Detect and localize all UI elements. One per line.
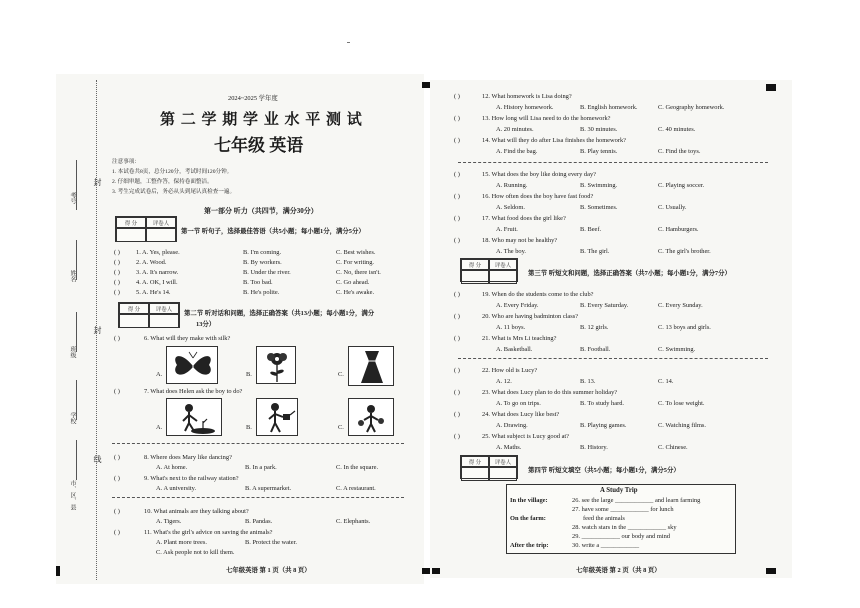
score-cell[interactable] — [116, 228, 146, 242]
answer-bracket[interactable]: ( ) — [454, 193, 460, 200]
option-b: B. He's polite. — [243, 289, 280, 296]
question-5 — [114, 290, 414, 300]
seal-char: 封 — [93, 326, 102, 334]
trip-after-label: After the trip: — [510, 542, 549, 549]
question-text: 21. What is Mrs Li teaching? — [482, 335, 557, 342]
q9-option-c: C. A restaurant. — [336, 485, 376, 492]
q8-bracket[interactable]: ( ) — [114, 454, 120, 461]
score-label: 得 分 — [461, 259, 489, 270]
question-text: 22. How old is Lucy? — [482, 367, 538, 374]
option-b: B. 13. — [580, 378, 596, 385]
q1-5-block — [114, 250, 414, 300]
option-a: A. Drawing. — [496, 422, 528, 429]
answer-bracket[interactable]: ( ) — [454, 215, 460, 222]
q9-text: 9. What's next to the railway station? — [144, 475, 239, 482]
boy-picking-flowers-icon — [349, 399, 395, 437]
option-b: B. 30 minutes. — [580, 126, 618, 133]
q10-text: 10. What animals are they talking about? — [144, 508, 249, 515]
option-c: C. Go ahead. — [336, 279, 370, 286]
q6-option-b: B. — [246, 371, 252, 378]
divider — [112, 497, 404, 501]
option-b: B. Sometimes. — [580, 204, 618, 211]
answer-bracket[interactable]: ( ) — [454, 367, 460, 374]
exam-subtitle: 七年级 英语 — [214, 136, 304, 155]
option-a: A. Seldom. — [496, 204, 525, 211]
trip-village-label: In the village: — [510, 497, 548, 504]
option-b: B. Football. — [580, 346, 611, 353]
option-b: B. The girl. — [580, 248, 610, 255]
option-a: 3. A. It's narrow. — [136, 269, 179, 276]
q6-text: 6. What will they make with silk? — [144, 335, 231, 342]
question-text: 16. How often does the boy have fast food? — [482, 193, 594, 200]
answer-bracket[interactable]: ( ) — [114, 289, 120, 296]
option-c: C. 40 minutes. — [658, 126, 696, 133]
scan-speck — [347, 42, 350, 43]
q11-option-b: B. Protect the water. — [245, 539, 297, 546]
registration-mark — [56, 566, 60, 576]
school-underline — [76, 380, 77, 420]
option-c: C. Usually. — [658, 204, 687, 211]
question-18 — [454, 238, 774, 260]
marker-cell[interactable] — [489, 467, 517, 481]
answer-bracket[interactable]: ( ) — [454, 93, 460, 100]
q7-text: 7. What does Helen ask the boy to do? — [144, 388, 243, 395]
q7-picture-a[interactable] — [166, 398, 222, 436]
exam-no-underline — [76, 160, 77, 210]
q6-option-a: A. — [156, 371, 163, 378]
q22-25-block — [454, 368, 774, 456]
boy-watering-icon — [257, 399, 299, 437]
option-c: C. Geography homework. — [658, 104, 725, 111]
score-cell[interactable] — [461, 270, 489, 284]
question-19 — [454, 292, 774, 314]
option-b: B. Play tennis. — [580, 148, 618, 155]
q8-option-b: B. In a park. — [245, 464, 277, 471]
question-23 — [454, 390, 774, 412]
boy-planting-icon — [167, 399, 223, 437]
notice-item-3: 3. 考生完成试卷后，务必从头到尾认真检查一遍。 — [112, 189, 236, 195]
option-c: C. 14. — [658, 378, 674, 385]
option-c: C. He's awake. — [336, 289, 375, 296]
option-c: C. Find the toys. — [658, 148, 701, 155]
county-underline — [76, 440, 77, 480]
question-text: 17. What food does the girl like? — [482, 215, 566, 222]
trip-farm-label: On the farm: — [510, 515, 546, 522]
q6-bracket[interactable]: ( ) — [114, 335, 120, 342]
answer-bracket[interactable]: ( ) — [454, 389, 460, 396]
page-footer-left: 七年级英语 第 1 页（共 8 页） — [226, 567, 311, 574]
option-b: B. History. — [580, 444, 608, 451]
question-17 — [454, 216, 774, 238]
option-c: C. Hamburgers. — [658, 226, 699, 233]
question-text: 15. What does the boy like doing every day? — [482, 171, 596, 178]
answer-bracket[interactable]: ( ) — [114, 249, 120, 256]
option-c: C. Chinese. — [658, 444, 688, 451]
trip-line-28: 28. watch stars in the ____________ sky — [572, 524, 677, 531]
option-a: A. 20 minutes. — [496, 126, 534, 133]
question-16 — [454, 194, 774, 216]
q6-picture-b[interactable] — [256, 346, 296, 384]
option-a: A. Maths. — [496, 444, 522, 451]
flower-icon — [257, 347, 297, 385]
question-14 — [454, 138, 774, 160]
option-b: B. I'm coming. — [243, 249, 282, 256]
exam-title: 第 二 学 期 学 业 水 平 测 试 — [160, 112, 363, 128]
question-text: 23. What does Lucy plan to do this summer holiday? — [482, 389, 618, 396]
class-label: 班级 — [69, 346, 75, 358]
q8-option-c: C. In the square. — [336, 464, 379, 471]
score-box-3 — [460, 258, 518, 282]
q10-option-c: C. Elephants. — [336, 518, 371, 525]
score-box-4 — [460, 455, 518, 479]
question-text: 19. When do the students come to the club? — [482, 291, 594, 298]
option-a: A. The boy. — [496, 248, 526, 255]
q6-picture-c[interactable] — [348, 346, 394, 386]
question-13 — [454, 116, 774, 138]
score-cell[interactable] — [461, 467, 489, 481]
divider — [458, 162, 768, 166]
question-15 — [454, 172, 774, 194]
option-a: 1. A. Yes, please. — [136, 249, 180, 256]
option-b: B. Every Saturday. — [580, 302, 629, 309]
answer-bracket[interactable]: ( ) — [454, 137, 460, 144]
part1-heading: 第一部分 听力（共四节，满分30分） — [204, 207, 318, 215]
option-b: B. 12 girls. — [580, 324, 609, 331]
question-text: 24. What does Lucy like best? — [482, 411, 560, 418]
option-b: B. To study hard. — [580, 400, 624, 407]
option-a: A. 12. — [496, 378, 512, 385]
marker-cell[interactable] — [149, 314, 179, 328]
notice-item-2: 2. 仔细审题，工整作答，保持卷面整洁。 — [112, 179, 213, 185]
option-a: A. 11 boys. — [496, 324, 526, 331]
option-a: A. To go on trips. — [496, 400, 541, 407]
line-char: 线 — [93, 455, 102, 463]
option-b: B. By workers. — [243, 259, 282, 266]
question-text: 13. How long will Lisa need to do the homework? — [482, 115, 611, 122]
answer-bracket[interactable]: ( ) — [454, 115, 460, 122]
q11-option-c: C. Ask people not to kill them. — [156, 549, 235, 556]
option-a: 5. A. He's 14. — [136, 289, 171, 296]
q7-option-c: C. — [338, 424, 344, 431]
answer-bracket[interactable]: ( ) — [454, 433, 460, 440]
q11-bracket[interactable]: ( ) — [114, 529, 120, 536]
dress-icon — [349, 347, 395, 387]
q11-text: 11. What's the girl's advice on saving the animals? — [144, 529, 273, 536]
option-c: C. To lose weight. — [658, 400, 705, 407]
county-label: 市、区、县 — [69, 480, 75, 510]
q9-option-b: B. A supermarket. — [245, 485, 292, 492]
option-a: A. Every Friday. — [496, 302, 539, 309]
answer-bracket[interactable]: ( ) — [114, 279, 120, 286]
answer-bracket[interactable]: ( ) — [454, 171, 460, 178]
section4-heading: 第四节 听短文填空（共5小题；每小题1分，满分5分） — [528, 467, 680, 474]
question-text: 18. Who may not be healthy? — [482, 237, 558, 244]
section2-heading-cont: 13分） — [196, 321, 216, 328]
school-year: 2024~2025 学年度 — [228, 95, 278, 102]
question-text: 12. What homework is Lisa doing? — [482, 93, 572, 100]
q6-option-c: C. — [338, 371, 344, 378]
option-c: C. For writing. — [336, 259, 374, 266]
registration-mark — [422, 82, 430, 88]
section2-heading: 第二节 听对话和问题，选择正确答案（共13小题；每小题1分，满分 — [184, 310, 375, 317]
q7-option-b: B. — [246, 424, 252, 431]
q11-option-a: A. Plant more trees. — [156, 539, 207, 546]
q7-bracket[interactable]: ( ) — [114, 388, 120, 395]
q10-option-b: B. Pandas. — [245, 518, 273, 525]
option-c: C. Watching films. — [658, 422, 707, 429]
score-box-1 — [115, 216, 177, 242]
q8-text: 8. Where does Mary like dancing? — [144, 454, 232, 461]
q19-21-block — [454, 292, 774, 358]
q12-14-block — [454, 94, 774, 160]
q15-18-block — [454, 172, 774, 260]
notice-heading: 注意事项： — [112, 159, 140, 165]
option-c: C. Best wishes. — [336, 249, 376, 256]
q9-bracket[interactable]: ( ) — [114, 475, 120, 482]
option-b: B. Playing games. — [580, 422, 627, 429]
score-box-2 — [118, 302, 180, 328]
option-b: B. English homework. — [580, 104, 638, 111]
option-b: B. Too bad. — [243, 279, 273, 286]
q9-option-a: A. A university. — [156, 485, 197, 492]
section3-heading: 第三节 听短文和问题，选择正确答案（共7小题；每小题1分，满分7分） — [528, 270, 731, 277]
answer-bracket[interactable]: ( ) — [454, 291, 460, 298]
question-21 — [454, 336, 774, 358]
question-text: 14. What will they do after Lisa finishes the homework? — [482, 137, 626, 144]
question-25 — [454, 434, 774, 456]
class-underline — [76, 312, 77, 352]
option-b: B. Beef. — [580, 226, 602, 233]
option-a: 2. A. Wood. — [136, 259, 167, 266]
option-b: B. Swimming. — [580, 182, 618, 189]
option-c: C. The girl's brother. — [658, 248, 711, 255]
question-20 — [454, 314, 774, 336]
answer-bracket[interactable]: ( ) — [114, 259, 120, 266]
exam-no-label: 考号 — [69, 192, 75, 204]
marker-label: 评卷人 — [146, 217, 176, 228]
option-a: A. Fruit. — [496, 226, 518, 233]
marker-cell[interactable] — [489, 270, 517, 284]
marker-label: 评卷人 — [149, 303, 179, 314]
name-underline — [76, 240, 77, 280]
option-a: A. History homework. — [496, 104, 554, 111]
option-c: C. Playing soccer. — [658, 182, 705, 189]
option-c: C. 13 boys and girls. — [658, 324, 711, 331]
answer-bracket[interactable]: ( ) — [454, 335, 460, 342]
q10-option-a: A. Tigers. — [156, 518, 182, 525]
trip-line-27b: feed the animals — [583, 515, 625, 522]
trip-line-29: 29. ____________ our body and mind — [572, 533, 670, 540]
notice-item-1: 1. 本试卷共8页，总分120分，考试时间120分钟。 — [112, 169, 233, 175]
q8-option-a: A. At home. — [156, 464, 188, 471]
option-a: 4. A. OK, I will. — [136, 279, 178, 286]
marker-label: 评卷人 — [489, 259, 517, 270]
divider — [112, 443, 404, 447]
registration-mark — [422, 568, 430, 574]
q10-bracket[interactable]: ( ) — [114, 508, 120, 515]
option-b: B. Under the river. — [243, 269, 291, 276]
score-label: 得 分 — [461, 456, 489, 467]
q7-picture-b[interactable] — [256, 398, 298, 436]
seal-char-top: 封 — [93, 178, 102, 186]
option-a: A. Find the bag. — [496, 148, 538, 155]
divider — [458, 358, 768, 362]
answer-bracket[interactable]: ( ) — [114, 269, 120, 276]
page-footer-right: 七年级英语 第 2 页（共 8 页） — [576, 567, 661, 574]
option-c: C. Swimming. — [658, 346, 696, 353]
registration-mark — [766, 568, 776, 574]
question-text: 20. Who are having badminton class? — [482, 313, 579, 320]
answer-bracket[interactable]: ( ) — [454, 411, 460, 418]
marker-label: 评卷人 — [489, 456, 517, 467]
trip-line-26: 26. see the large ____________ and learn farming — [572, 497, 701, 504]
option-a: A. Basketball. — [496, 346, 533, 353]
trip-line-30: 30. write a ____________ — [572, 542, 640, 549]
trip-line-27: 27. have some ____________ for lunch — [572, 506, 674, 513]
option-a: A. Running. — [496, 182, 528, 189]
q7-option-a: A. — [156, 424, 163, 431]
question-24 — [454, 412, 774, 434]
score-label: 得 分 — [116, 217, 146, 228]
answer-bracket[interactable]: ( ) — [454, 237, 460, 244]
question-12 — [454, 94, 774, 116]
name-label: 姓名 — [69, 270, 75, 282]
option-c: C. Every Sunday. — [658, 302, 703, 309]
section1-heading: 第一节 听句子，选择最佳答语（共5小题；每小题1分，满分5分） — [181, 228, 365, 235]
registration-mark — [766, 84, 776, 91]
question-text: 25. What subject is Lucy good at? — [482, 433, 570, 440]
school-label: 学校 — [69, 412, 75, 424]
registration-mark — [432, 568, 440, 574]
q6-picture-a[interactable] — [166, 346, 218, 384]
marker-cell[interactable] — [146, 228, 176, 242]
butterfly-icon — [167, 347, 219, 385]
q7-picture-c[interactable] — [348, 398, 394, 436]
answer-bracket[interactable]: ( ) — [454, 313, 460, 320]
option-c: C. No, there isn't. — [336, 269, 381, 276]
score-label: 得 分 — [119, 303, 149, 314]
question-22 — [454, 368, 774, 390]
score-cell[interactable] — [119, 314, 149, 328]
study-trip-title: A Study Trip — [600, 487, 638, 494]
